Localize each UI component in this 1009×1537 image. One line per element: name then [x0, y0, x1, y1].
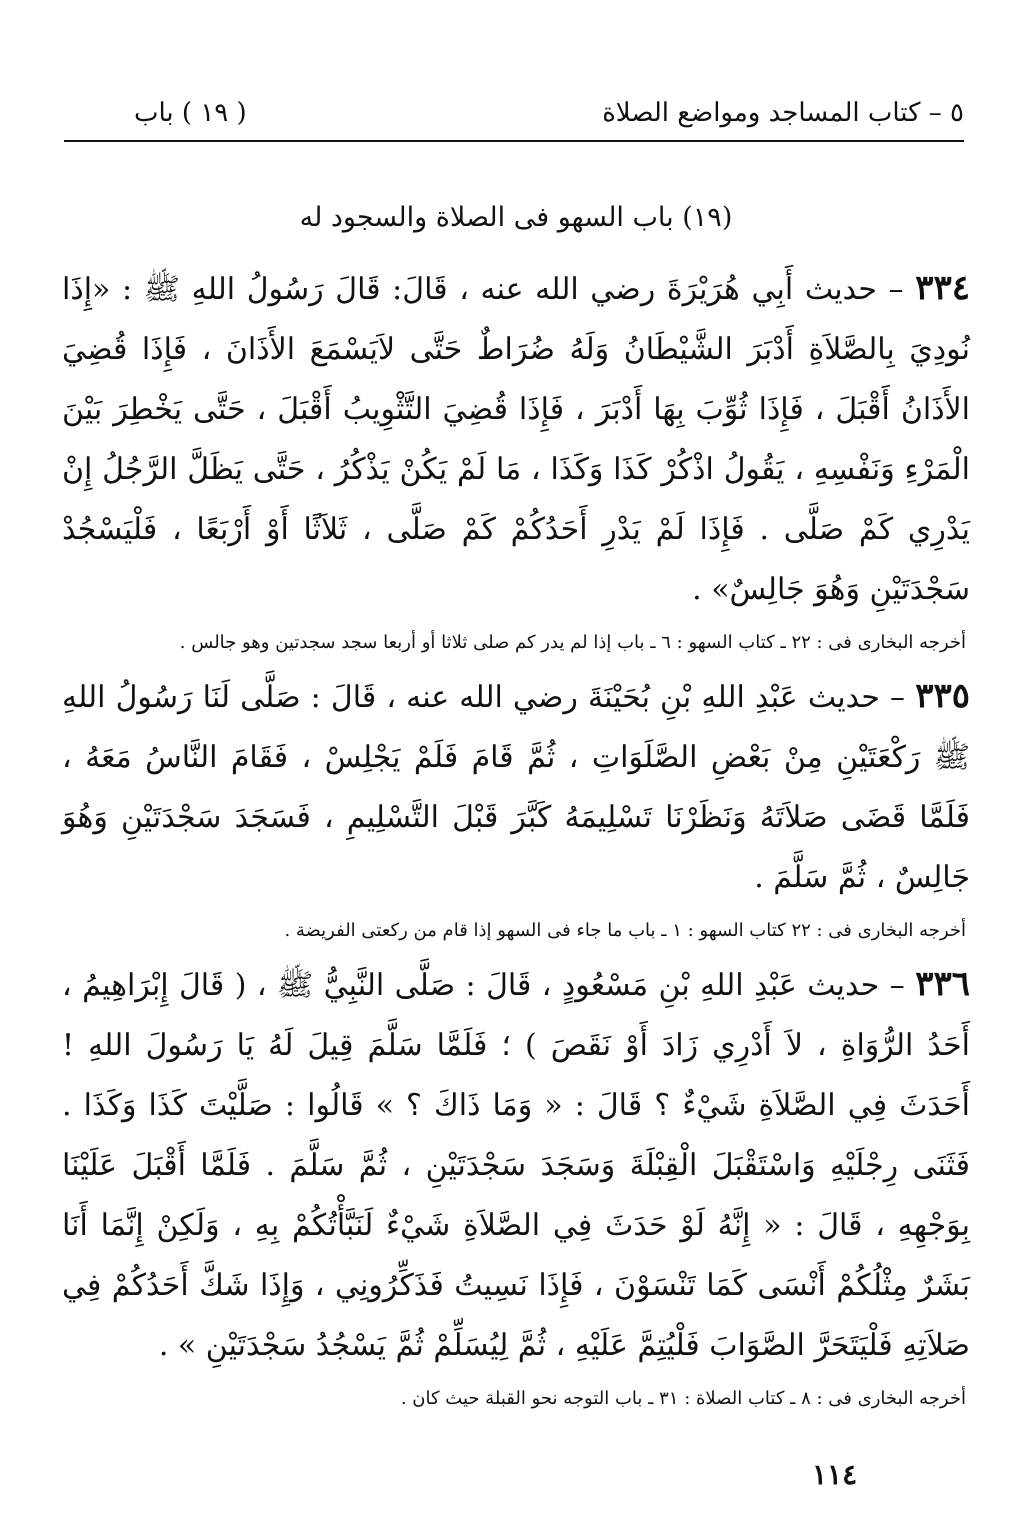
running-header [64, 96, 964, 142]
hadith-number: ٣٣٦ [915, 964, 971, 1004]
header-divider [64, 140, 964, 142]
hadith-text: – حديث أَبِي هُرَيْرَةَ رضي الله عنه ، قَالَ: قَالَ رَسُولُ اللهِ ﷺ : «إِذَا نُودِيَ بِالصَّلاَةِ أَدْبَرَ الشَّيْطَانُ وَلَهُ ضُرَاطٌ حَتَّى لاَيَسْمَعَ الأَذَانَ ، فَإِذَا قُضِيَ الأَذَانُ أَقْبَلَ ، فَإِذَا ثُوِّبَ بِهَا أَدْبَرَ ، فَإِذَا قُضِيَ التَّثْوِيبُ أَقْبَلَ ، حَتَّى يَخْطِرَ بَيْنَ الْمَرْءِ وَنَفْسِهِ ، يَقُولُ اذْكُرْ كَذَا وَكَذَا ، مَا لَمْ يَكُنْ يَذْكُرُ ، حَتَّى يَظَلَّ الرَّجُلُ إِنْ يَدْرِي كَمْ صَلَّى . فَإِذَا لَمْ يَدْرِ أَحَدُكُمْ كَمْ صَلَّى ، ثَلاَثًا أَوْ أَرْبَعًا ، فَلْيَسْجُدْ سَجْدَتَيْنِ وَهُوَ جَالِسٌ» . [62, 272, 970, 607]
hadith-336 [62, 954, 970, 1376]
hadith-source: أخرجه البخارى فى : ٢٢ ـ كتاب السهو : ٦ ـ باب إذا لم يدر كم صلى ثلاثا أو أربعا سجد سجدتين وهو جالس . [179, 632, 966, 653]
page-number: ١١٤ [812, 1458, 858, 1491]
hadith-number: ٣٣٥ [915, 676, 970, 716]
page-content [62, 200, 970, 1422]
hadith-number: ٣٣٤ [915, 268, 970, 308]
header-section-label: ( ١٩ ) باب [134, 98, 247, 128]
hadith-source: أخرجه البخارى فى : ٢٢ كتاب السهو : ١ ـ باب ما جاء فى السهو إذا قام من ركعتى الفريضة . [284, 920, 966, 941]
header-chapter-title: ٥ – كتاب المساجد ومواضع الصلاة [602, 98, 964, 128]
chapter-title: (١٩) باب السهو فى الصلاة والسجود له [299, 202, 733, 233]
hadith-text: – حديث عَبْدِ اللهِ بْنِ بُحَيْنَةَ رضي الله عنه ، قَالَ : صَلَّى لَنَا رَسُولُ اللهِ ﷺ رَكْعَتَيْنِ مِنْ بَعْضِ الصَّلَوَاتِ ، ثُمَّ قَامَ فَلَمْ يَجْلِسْ ، فَقَامَ النَّاسُ مَعَهُ ، فَلَمَّا قَضَى صَلاَتَهُ وَنَظَرْنَا تَسْلِيمَهُ كَبَّرَ قَبْلَ التَّسْلِيمِ ، فَسَجَدَ سَجْدَتَيْنِ وَهُوَ جَالِسٌ ، ثُمَّ سَلَّمَ . [62, 680, 970, 895]
hadith-source: أخرجه البخارى فى : ٨ ـ كتاب الصلاة : ٣١ ـ باب التوجه نحو القبلة حيث كان . [400, 1388, 966, 1409]
hadith-335 [62, 666, 970, 908]
hadith-text: – حديث عَبْدِ اللهِ بْنِ مَسْعُودٍ ، قَالَ : صَلَّى النَّبِيُّ ﷺ ، ( قَالَ إِبْرَاهِيمُ ، أَحَدُ الرُّوَاةِ ، لاَ أَدْرِي زَادَ أَوْ نَقَصَ ) ؛ فَلَمَّا سَلَّمَ قِيلَ لَهُ يَا رَسُولَ اللهِ ! أَحَدَثَ فِي الصَّلاَةِ شَيْءٌ ؟ قَالَ : « وَمَا ذَاكَ ؟ » قَالُوا : صَلَّيْتَ كَذَا وَكَذَا . فَثَنَى رِجْلَيْهِ وَاسْتَقْبَلَ الْقِبْلَةَ وَسَجَدَ سَجْدَتَيْنِ ، ثُمَّ سَلَّمَ . فَلَمَّا أَقْبَلَ عَلَيْنَا بِوَجْهِهِ ، قَالَ : « إِنَّهُ لَوْ حَدَثَ فِي الصَّلاَةِ شَيْءٌ لَنَبَّأْتُكُمْ بِهِ ، وَلَكِنْ إِنَّمَا أَنَا بَشَرٌ مِثْلُكُمْ أَنْسَى كَمَا تَنْسَوْنَ ، فَإِذَا نَسِيتُ فَذَكِّرُونِي ، وَإِذَا شَكَّ أَحَدُكُمْ فِي صَلاَتِهِ فَلْيَتَحَرَّ الصَّوَابَ فَلْيُتِمَّ عَلَيْهِ ، ثُمَّ لِيُسَلِّمْ ثُمَّ يَسْجُدُ سَجْدَتَيْنِ » . [62, 968, 970, 1363]
hadith-334 [62, 258, 970, 620]
